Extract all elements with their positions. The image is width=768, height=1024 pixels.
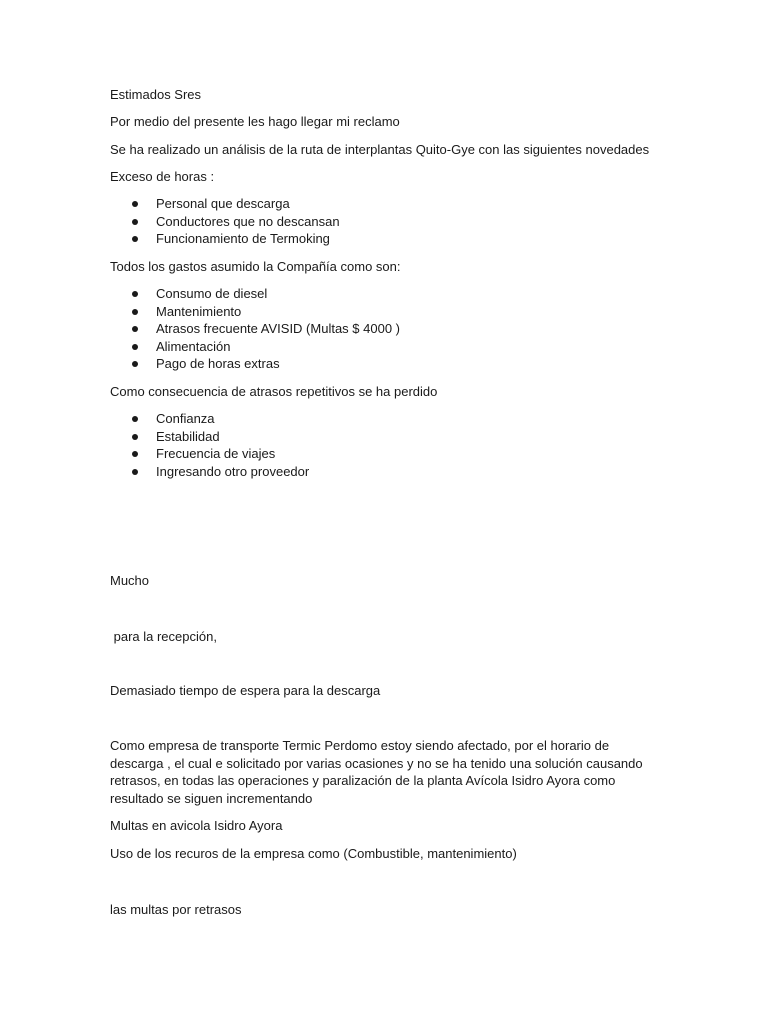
list-item [110, 410, 309, 428]
uso-recursos-line: Uso de los recuros de la empresa como (Combustible, mantenimiento) [110, 846, 517, 861]
list-item-text: Funcionamiento de Termoking [156, 231, 330, 247]
bullet-icon [132, 219, 138, 225]
bullet-icon [132, 326, 138, 332]
list-item [110, 355, 400, 373]
list-item [110, 463, 309, 481]
list-item-text: Conductores que no descansan [156, 213, 340, 229]
section2-list [110, 285, 400, 373]
section1-list [110, 195, 340, 248]
list-item-text: Atrasos frecuente AVISID (Multas $ 4000 ) [156, 321, 400, 337]
multas-avicola-line: Multas en avicola Isidro Ayora [110, 818, 283, 833]
list-item [110, 230, 340, 248]
bullet-icon [132, 469, 138, 475]
list-item-text: Ingresando otro proveedor [156, 463, 310, 479]
bullet-icon [132, 201, 138, 207]
espera-line: Demasiado tiempo de espera para la descarga [110, 683, 381, 698]
main-paragraph: Como empresa de transporte Termic Perdomo estoy siendo afectado, por el horario de descarga , el cual e solicitado por varias ocasiones y no se ha tenido una solución causando retrasos, en todas las operaciones y paralización de la planta Avícola Isidro Ayora como resultado se siguen incrementando [110, 738, 643, 806]
intro-line: Por medio del presente les hago llegar mi reclamo [110, 114, 400, 129]
list-item-text: Personal que descarga [156, 196, 290, 211]
bullet-icon [132, 451, 138, 457]
mucho-line: Mucho [110, 573, 150, 588]
list-item-text: Pago de horas extras [156, 356, 280, 372]
bullet-icon [132, 236, 138, 242]
list-item-text: Frecuencia de viajes [156, 446, 276, 462]
recepcion-line: para la recepción, [110, 629, 217, 644]
section3-list [110, 410, 309, 480]
list-item [110, 320, 400, 338]
list-item [110, 285, 400, 303]
section3-heading: Como consecuencia de atrasos repetitivos se ha perdido [110, 384, 438, 399]
multas-retrasos-line: las multas por retrasos [110, 902, 242, 917]
bullet-icon [132, 291, 138, 297]
list-item [110, 445, 309, 463]
list-item-text: Mantenimiento [156, 303, 242, 319]
analysis-line: Se ha realizado un análisis de la ruta de interplantas Quito-Gye con las siguientes novedades [110, 142, 650, 157]
bullet-icon [132, 309, 138, 315]
list-item [110, 338, 400, 356]
list-item [110, 428, 309, 446]
greeting: Estimados Sres [110, 87, 202, 102]
bullet-icon [132, 344, 138, 350]
bullet-icon [132, 361, 138, 367]
bullet-icon [132, 416, 138, 422]
list-item-text: Alimentación [156, 338, 231, 354]
list-item [110, 303, 400, 321]
list-item-text: Estabilidad [156, 428, 220, 444]
list-item [110, 195, 340, 213]
list-item-text: Consumo de diesel [156, 286, 268, 301]
list-item-text: Confianza [156, 411, 215, 426]
section2-heading: Todos los gastos asumido la Compañía como son: [110, 259, 401, 274]
bullet-icon [132, 434, 138, 440]
section1-heading: Exceso de horas : [110, 169, 215, 184]
list-item [110, 213, 340, 231]
